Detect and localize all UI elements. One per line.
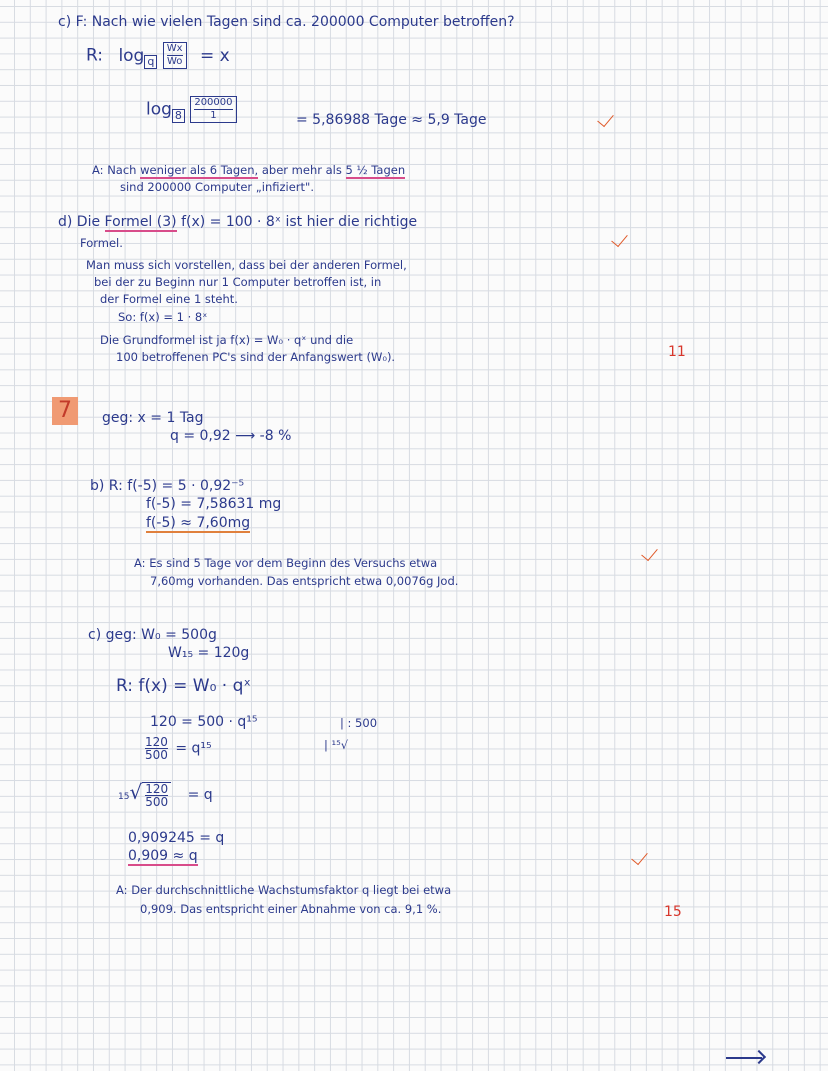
equals-x: = x <box>199 45 230 66</box>
arrow-right-icon <box>726 1052 766 1064</box>
d-line5: der Formel eine 1 steht. <box>100 292 238 306</box>
b-line3-text: f(-5) ≈ 7,60mg <box>146 515 251 531</box>
c-eq2: = q¹⁵ <box>175 740 212 757</box>
root-num: 120 <box>145 782 169 796</box>
fraction-wx-wo <box>163 42 187 69</box>
log-equation-2 <box>146 96 237 123</box>
c-root-expression: 15√ $\frac{120}{500} = q$ <box>118 780 213 809</box>
log-equation-1 <box>86 42 230 69</box>
d-line6: So: f(x) = 1 · 8ˣ <box>118 310 208 324</box>
c-fraction <box>142 736 212 761</box>
c-fraction-box <box>142 736 171 761</box>
log-word-2: log <box>146 99 172 120</box>
c-eq5-text: 0,909 ≈ q <box>128 848 198 864</box>
d-line1 <box>58 214 417 230</box>
fraction-den: Wo <box>166 56 183 67</box>
given-line1: geg: x = 1 Tag <box>102 410 204 426</box>
fraction-num-200000: 200000 <box>194 97 233 108</box>
b-line1: b) R: f(-5) = 5 · 0,92⁻⁵ <box>90 478 245 494</box>
c-eq4: 0,909245 = q <box>128 830 225 846</box>
answer-c-part-a: A: Nach <box>92 163 137 177</box>
answer-c-part-b: weniger als 6 Tagen, <box>140 163 259 177</box>
c-answer2: 0,909. Das entspricht einer Abnahme von ca. 9,1 %. <box>140 902 442 916</box>
check-mark-icon-c <box>631 848 648 865</box>
c-eq1: 120 = 500 · q¹⁵ <box>150 714 258 730</box>
c-answer1: A: Der durchschnittliche Wachstumsfaktor q liegt bei etwa <box>116 883 452 897</box>
c-fraction-num: 120 <box>145 735 168 749</box>
check-mark-icon <box>597 110 614 127</box>
fraction-200000 <box>190 96 236 123</box>
b-line2: f(-5) = 7,58631 mg <box>146 496 282 512</box>
check-mark-icon-b <box>641 544 658 561</box>
given-line2: q = 0,92 ⟶ -8 % <box>170 428 292 444</box>
answer-c-line2: sind 200000 Computer „infiziert". <box>120 180 314 194</box>
fraction-den-1: 1 <box>210 110 217 121</box>
score-d: 11 <box>668 344 686 360</box>
root-radicand <box>142 782 171 808</box>
c-op1: | : 500 <box>340 716 378 730</box>
d-line7: Die Grundformel ist ja f(x) = W₀ · qˣ und die <box>100 333 354 347</box>
question-c: c) F: Nach wie vielen Tagen sind ca. 200000 Computer betroffen? <box>58 14 515 30</box>
answer-c-part-d: 5 ½ Tagen <box>345 163 406 177</box>
log-word: log <box>118 45 145 66</box>
d-line1-c: f(x) = 100 · 8ˣ ist hier die richtige <box>181 214 418 230</box>
fraction-num: Wx <box>166 43 183 54</box>
answer-c-part-c: aber mehr als <box>261 163 342 177</box>
b-answer1: A: Es sind 5 Tage vor dem Beginn des Versuchs etwa <box>134 556 438 570</box>
task-number-badge: 7 <box>52 397 78 425</box>
d-line2: Formel. <box>80 236 123 250</box>
log-base-q: q <box>144 55 157 69</box>
b-answer2: 7,60mg vorhanden. Das entspricht etwa 0,0076g Jod. <box>150 574 459 588</box>
d-line8: 100 betroffenen PC's sind der Anfangswert (W₀). <box>116 350 396 364</box>
d-line3: Man muss sich vorstellen, dass bei der anderen Formel, <box>86 258 407 272</box>
score-t7: 15 <box>664 904 682 920</box>
answer-c-line1 <box>92 163 405 177</box>
c-formula: R: f(x) = W₀ · qˣ <box>116 676 251 696</box>
c-eq3: = q <box>187 787 213 803</box>
c-given2: W₁₅ = 120g <box>168 645 250 661</box>
c-given1: c) geg: W₀ = 500g <box>88 627 217 643</box>
d-line4: bei der zu Beginn nur 1 Computer betroffen ist, in <box>94 275 382 289</box>
c-eq5 <box>128 848 198 864</box>
root-den: 500 <box>145 795 169 809</box>
log-base-8: 8 <box>172 109 185 123</box>
d-line1-b: Formel (3) <box>104 214 177 230</box>
r-label: R: <box>86 45 104 66</box>
d-line1-a: d) Die <box>58 214 101 230</box>
c-op2: | ¹⁵√ <box>324 738 349 752</box>
c-fraction-den: 500 <box>145 748 168 762</box>
root-index: 15 <box>118 792 130 802</box>
result-days: = 5,86988 Tage ≈ 5,9 Tage <box>296 112 487 128</box>
b-line3 <box>146 515 250 531</box>
check-mark-icon-d <box>611 230 628 247</box>
